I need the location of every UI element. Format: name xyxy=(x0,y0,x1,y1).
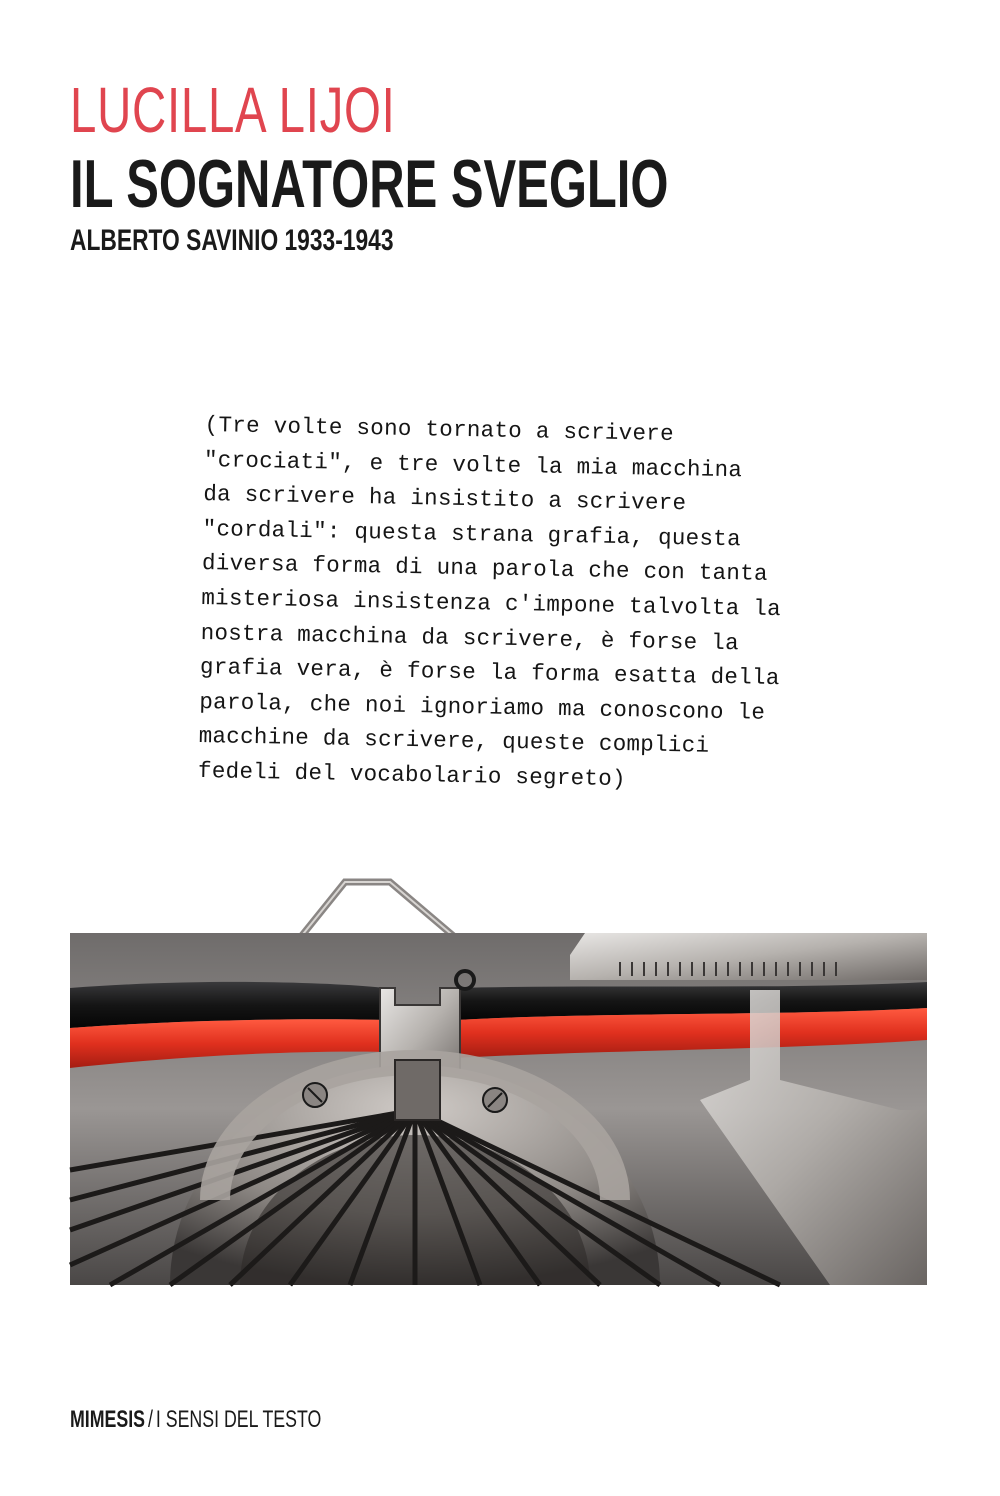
quote-line: parola, che noi ignoriamo ma conoscono le xyxy=(199,688,766,726)
quote-line: diversa forma di una parola che con tanta xyxy=(201,550,769,588)
quote-line: macchine da scrivere, queste complici xyxy=(198,723,710,760)
quote-line: da scrivere ha insistito a scrivere xyxy=(203,481,687,517)
author-name: LUCILLA LIJOI xyxy=(70,74,396,146)
quote-line: misteriosa insistenza c'impone talvolta la xyxy=(201,584,782,623)
quote-line: (Tre volte sono tornato a scrivere xyxy=(204,411,675,448)
publisher-name: MIMESIS xyxy=(70,1406,145,1433)
paper-scale-plate xyxy=(570,933,927,980)
typewriter-photo xyxy=(0,870,1000,1290)
quote-line: "crociati", e tre volte la mia macchina xyxy=(203,446,743,483)
typewritten-quote xyxy=(198,408,905,802)
quote-line: grafia vera, è forse la forma esatta della xyxy=(199,654,780,692)
book-title: IL SOGNATORE SVEGLIO xyxy=(70,146,669,222)
book-subtitle: ALBERTO SAVINIO 1933-1943 xyxy=(70,224,394,257)
series-name: I SENSI DEL TESTO xyxy=(155,1406,322,1433)
type-guide-slot xyxy=(395,1060,440,1120)
quote-line: nostra macchina da scrivere, è forse la xyxy=(200,619,740,656)
quote-line: "cordali": questa strana grafia, questa xyxy=(202,515,742,553)
quote-line: fedeli del vocabolario segreto) xyxy=(197,757,627,793)
publisher-separator: / xyxy=(147,1406,153,1433)
publisher-line xyxy=(70,1408,321,1432)
